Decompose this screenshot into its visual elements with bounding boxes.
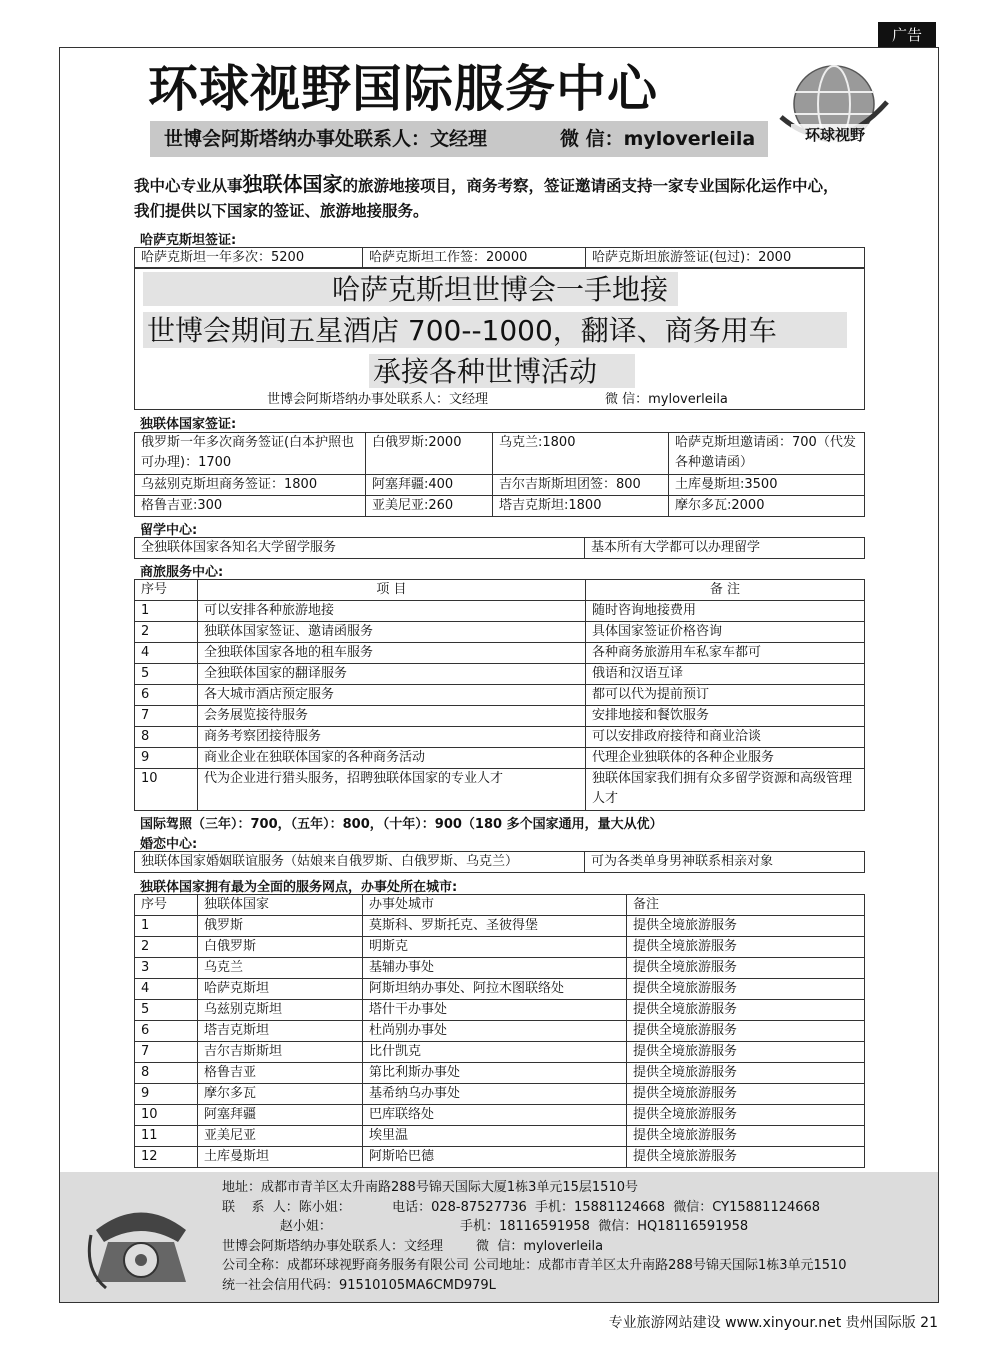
footer-line: 世博会阿斯塔纳办事处联系人：文经理 微 信：myloverleila bbox=[222, 1238, 604, 1254]
kz-visa-cell: 哈萨克斯坦旅游签证(包过)：2000 bbox=[586, 248, 865, 269]
offices-cell: 埃里温 bbox=[363, 1126, 627, 1147]
footer-line: 公司全称：成都环球视野商务服务有限公司 公司地址：成都市青羊区太升南路288号锦天国际1栋3单元1510 bbox=[222, 1258, 847, 1273]
offices-cell: 亚美尼亚 bbox=[198, 1126, 363, 1147]
offices-cell: 提供全境旅游服务 bbox=[627, 937, 865, 958]
offices-cell: 塔什干办事处 bbox=[363, 1000, 627, 1021]
offices-cell: 提供全境旅游服务 bbox=[627, 979, 865, 1000]
offices-cell: 提供全境旅游服务 bbox=[627, 916, 865, 937]
contact-left: 世博会阿斯塔纳办事处联系人：文经理 bbox=[164, 128, 488, 150]
biz-cell: 可以安排各种旅游地接 bbox=[198, 601, 586, 622]
offices-cell: 3 bbox=[135, 958, 198, 979]
biz-cell: 安排地接和餐饮服务 bbox=[586, 706, 865, 727]
offices-cell: 哈萨克斯坦 bbox=[198, 979, 363, 1000]
offices-heading: 独联体国家拥有最为全面的服务网点，办事处所在城市: bbox=[140, 880, 458, 895]
offices-cell: 提供全境旅游服务 bbox=[627, 1147, 865, 1168]
offices-table bbox=[134, 894, 865, 1168]
biz-cell: 随时咨询地接费用 bbox=[586, 601, 865, 622]
biz-cell: 会务展览接待服务 bbox=[198, 706, 586, 727]
cis-visa-cell: 吉尔吉斯斯坦团签：800 bbox=[493, 475, 669, 496]
footer-line: 赵小姐： 手机：18116591958 微信：HQ18116591958 bbox=[222, 1219, 749, 1234]
footer-line: 地址：成都市青羊区太升南路288号锦天国际大厦1栋3单元15层1510号 bbox=[222, 1180, 638, 1195]
cis-visa-cell: 乌克兰:1800 bbox=[493, 433, 669, 475]
biz-cell: 俄语和汉语互译 bbox=[586, 664, 865, 685]
cis-visa-cell: 白俄罗斯:2000 bbox=[366, 433, 493, 475]
biz-cell: 4 bbox=[135, 643, 198, 664]
offices-cell: 4 bbox=[135, 979, 198, 1000]
offices-cell: 基希纳乌办事处 bbox=[363, 1084, 627, 1105]
biz-header: 备 注 bbox=[586, 580, 865, 601]
offices-cell: 比什凯克 bbox=[363, 1042, 627, 1063]
study-cell: 全独联体国家各知名大学留学服务 bbox=[135, 538, 585, 559]
expo-line: 世博会期间五星酒店 700--1000，翻译、商务用车 bbox=[143, 312, 847, 348]
offices-cell: 阿塞拜疆 bbox=[198, 1105, 363, 1126]
biz-cell: 5 bbox=[135, 664, 198, 685]
kz-visa-cell: 哈萨克斯坦一年多次：5200 bbox=[135, 248, 363, 269]
globe-logo-icon bbox=[773, 62, 895, 162]
offices-cell: 10 bbox=[135, 1105, 198, 1126]
offices-cell: 阿斯哈巴德 bbox=[363, 1147, 627, 1168]
biz-header: 序号 bbox=[135, 580, 198, 601]
offices-cell: 提供全境旅游服务 bbox=[627, 1042, 865, 1063]
biz-cell: 独联体国家我们拥有众多留学资源和高级管理人才 bbox=[586, 769, 865, 811]
offices-cell: 提供全境旅游服务 bbox=[627, 1021, 865, 1042]
biz-header: 项 目 bbox=[198, 580, 586, 601]
cis-visa-cell: 土库曼斯坦:3500 bbox=[669, 475, 865, 496]
biz-heading: 商旅服务中心: bbox=[140, 565, 224, 580]
offices-header: 序号 bbox=[135, 895, 198, 916]
offices-cell: 8 bbox=[135, 1063, 198, 1084]
telephone-icon bbox=[86, 1190, 196, 1290]
offices-cell: 杜尚别办事处 bbox=[363, 1021, 627, 1042]
cis-visa-cell: 俄罗斯一年多次商务签证(白本护照也可办理)：1700 bbox=[135, 433, 366, 475]
offices-cell: 12 bbox=[135, 1147, 198, 1168]
biz-cell: 商业企业在独联体国家的各种商务活动 bbox=[198, 748, 586, 769]
offices-cell: 吉尔吉斯斯坦 bbox=[198, 1042, 363, 1063]
biz-cell: 各种商务旅游用车私家车都可 bbox=[586, 643, 865, 664]
offices-cell: 第比利斯办事处 bbox=[363, 1063, 627, 1084]
offices-cell: 11 bbox=[135, 1126, 198, 1147]
study-table bbox=[134, 537, 865, 559]
contact-right: 微 信：myloverleila bbox=[560, 128, 756, 150]
offices-cell: 9 bbox=[135, 1084, 198, 1105]
cis-visa-cell: 亚美尼亚:260 bbox=[366, 496, 493, 517]
offices-cell: 提供全境旅游服务 bbox=[627, 1126, 865, 1147]
license-line: 国际驾照（三年）：700，（五年）：800，（十年）：900（180 多个国家通用，量大从优） bbox=[140, 817, 663, 832]
biz-cell: 独联体国家签证、邀请函服务 bbox=[198, 622, 586, 643]
cis-visa-cell: 哈萨克斯坦邀请函：700（代发各种邀请函） bbox=[669, 433, 865, 475]
offices-cell: 提供全境旅游服务 bbox=[627, 1063, 865, 1084]
expo-line: 哈萨克斯坦世博会一手地接 bbox=[143, 272, 678, 306]
cis-visa-table bbox=[134, 432, 865, 517]
biz-cell: 9 bbox=[135, 748, 198, 769]
ad-tag: 广告 bbox=[878, 22, 936, 48]
cis-visa-cell: 格鲁吉亚:300 bbox=[135, 496, 366, 517]
biz-cell: 具体国家签证价格咨询 bbox=[586, 622, 865, 643]
cis-visa-cell: 摩尔多瓦:2000 bbox=[669, 496, 865, 517]
study-heading: 留学中心: bbox=[140, 523, 198, 538]
intro-part1: 我中心专业从事 bbox=[134, 177, 243, 195]
biz-cell: 1 bbox=[135, 601, 198, 622]
contact-bar bbox=[150, 121, 768, 157]
offices-cell: 白俄罗斯 bbox=[198, 937, 363, 958]
biz-cell: 6 bbox=[135, 685, 198, 706]
offices-cell: 2 bbox=[135, 937, 198, 958]
offices-cell: 提供全境旅游服务 bbox=[627, 1000, 865, 1021]
offices-header: 备注 bbox=[627, 895, 865, 916]
offices-cell: 格鲁吉亚 bbox=[198, 1063, 363, 1084]
offices-cell: 明斯克 bbox=[363, 937, 627, 958]
footer-line: 联 系 人：陈小姐： 电话：028-87527736 手机：15881124668 微信：CY15881124668 bbox=[222, 1199, 821, 1215]
biz-cell: 代为企业进行猎头服务，招聘独联体国家的专业人才 bbox=[198, 769, 586, 811]
biz-cell: 10 bbox=[135, 769, 198, 811]
offices-cell: 6 bbox=[135, 1021, 198, 1042]
footer-contact bbox=[60, 1172, 938, 1302]
logo-text: 环球视野 bbox=[804, 126, 866, 144]
offices-cell: 阿斯坦纳办事处、阿拉木图联络处 bbox=[363, 979, 627, 1000]
page-title: 环球视野国际服务中心 bbox=[148, 60, 658, 118]
offices-cell: 7 bbox=[135, 1042, 198, 1063]
offices-header: 办事处城市 bbox=[363, 895, 627, 916]
page-footer-line: 专业旅游网站建设 www.xinyour.net 贵州国际版 21 bbox=[608, 1315, 938, 1331]
expo-contact bbox=[267, 392, 728, 408]
offices-cell: 5 bbox=[135, 1000, 198, 1021]
cis-visa-heading: 独联体国家签证: bbox=[140, 417, 237, 432]
offices-cell: 提供全境旅游服务 bbox=[627, 958, 865, 979]
marriage-cell: 可为各类单身男神联系相亲对象 bbox=[585, 852, 865, 873]
study-cell: 基本所有大学都可以办理留学 bbox=[585, 538, 865, 559]
footer-line: 统一社会信用代码：91510105MA6CMD979L bbox=[222, 1277, 496, 1293]
biz-cell: 全独联体国家各地的租车服务 bbox=[198, 643, 586, 664]
offices-cell: 巴库联络处 bbox=[363, 1105, 627, 1126]
cis-visa-cell: 乌兹别克斯坦商务签证：1800 bbox=[135, 475, 366, 496]
expo-contact-right: 微 信：myloverleila bbox=[605, 392, 728, 407]
offices-cell: 1 bbox=[135, 916, 198, 937]
biz-cell: 7 bbox=[135, 706, 198, 727]
offices-cell: 土库曼斯坦 bbox=[198, 1147, 363, 1168]
intro-line2: 我们提供以下国家的签证、旅游地接服务。 bbox=[134, 202, 429, 220]
expo-contact-left: 世博会阿斯塔纳办事处联系人：文经理 bbox=[267, 392, 489, 407]
biz-table bbox=[134, 579, 865, 811]
offices-cell: 提供全境旅游服务 bbox=[627, 1105, 865, 1126]
biz-cell: 商务考察团接待服务 bbox=[198, 727, 586, 748]
biz-cell: 可以安排政府接待和商业洽谈 bbox=[586, 727, 865, 748]
offices-cell: 基辅办事处 bbox=[363, 958, 627, 979]
biz-cell: 2 bbox=[135, 622, 198, 643]
offices-cell: 莫斯科、罗斯托克、圣彼得堡 bbox=[363, 916, 627, 937]
offices-cell: 乌兹别克斯坦 bbox=[198, 1000, 363, 1021]
marriage-cell: 独联体国家婚姻联谊服务（姑娘来自俄罗斯、白俄罗斯、乌克兰） bbox=[135, 852, 585, 873]
footer-text bbox=[222, 1178, 847, 1295]
biz-cell: 8 bbox=[135, 727, 198, 748]
offices-header: 独联体国家 bbox=[198, 895, 363, 916]
kz-visa-heading: 哈萨克斯坦签证: bbox=[140, 233, 237, 248]
offices-cell: 提供全境旅游服务 bbox=[627, 1084, 865, 1105]
cis-visa-cell: 塔吉克斯坦:1800 bbox=[493, 496, 669, 517]
offices-cell: 塔吉克斯坦 bbox=[198, 1021, 363, 1042]
intro-text bbox=[134, 172, 944, 224]
cis-visa-cell: 阿塞拜疆:400 bbox=[366, 475, 493, 496]
intro-highlight: 独联体国家 bbox=[242, 172, 343, 196]
offices-cell: 乌克兰 bbox=[198, 958, 363, 979]
expo-line: 承接各种世博活动 bbox=[369, 354, 635, 388]
expo-box bbox=[134, 267, 865, 410]
offices-cell: 俄罗斯 bbox=[198, 916, 363, 937]
kz-visa-table bbox=[134, 247, 865, 269]
kz-visa-cell: 哈萨克斯坦工作签：20000 bbox=[363, 248, 586, 269]
biz-cell: 各大城市酒店预定服务 bbox=[198, 685, 586, 706]
biz-cell: 全独联体国家的翻译服务 bbox=[198, 664, 586, 685]
biz-cell: 都可以代为提前预订 bbox=[586, 685, 865, 706]
biz-cell: 代理企业独联体的各种企业服务 bbox=[586, 748, 865, 769]
offices-cell: 摩尔多瓦 bbox=[198, 1084, 363, 1105]
marriage-heading: 婚恋中心: bbox=[140, 837, 198, 852]
intro-part2: 的旅游地接项目，商务考察，签证邀请函支持一家专业国际化运作中心， bbox=[342, 177, 839, 195]
marriage-table bbox=[134, 851, 865, 873]
